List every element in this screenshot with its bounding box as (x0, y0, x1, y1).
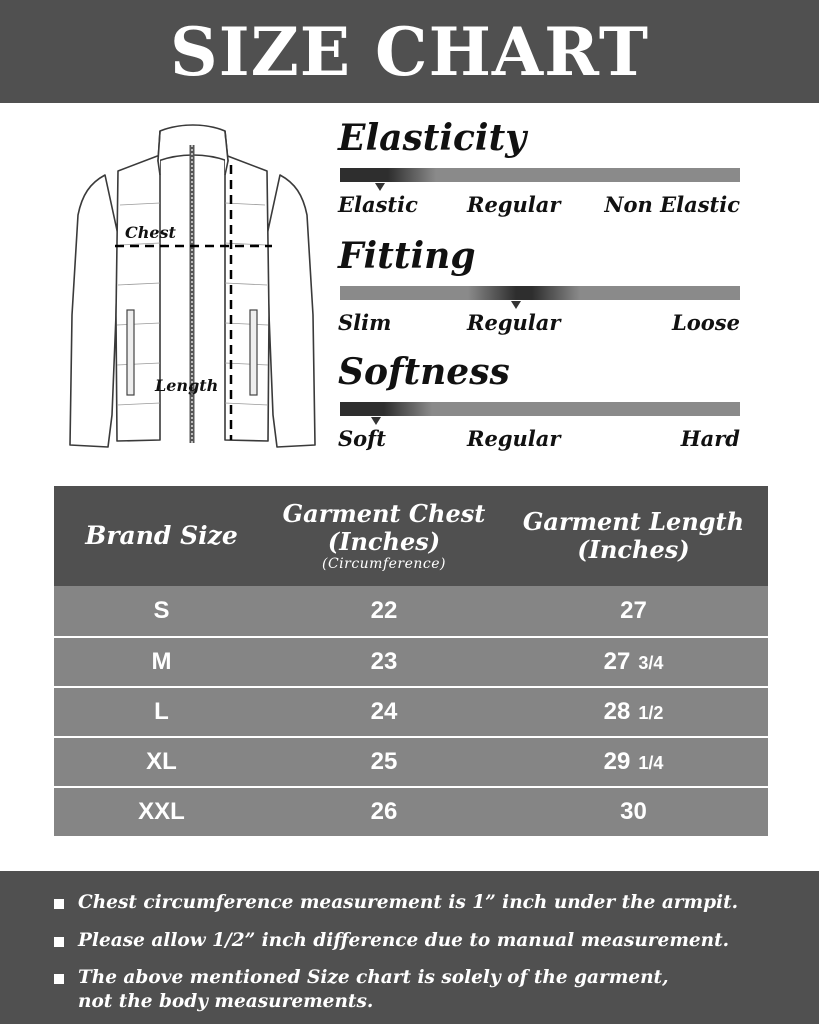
header-length-title: Garment Length (522, 507, 745, 537)
table-row (54, 786, 768, 836)
cell-length (499, 748, 768, 776)
cell-size: M (151, 648, 172, 675)
header-banner (0, 0, 819, 103)
note-text: Chest circumference measurement is 1” inch under the armpit. (78, 892, 739, 913)
cell-length-whole: 28 (603, 698, 631, 725)
attribute-scale-bar (340, 286, 740, 300)
cell-chest: 26 (370, 798, 398, 825)
bullet-square-icon (54, 974, 64, 984)
header-brand-size-label: Brand Size (85, 520, 238, 550)
note-text-line: The above mentioned Size chart is solely of the garment, (78, 967, 669, 988)
scale-label-mid: Regular (467, 426, 561, 451)
attribute-marker-icon (511, 301, 521, 309)
header-brand-size (54, 486, 269, 586)
bullet-square-icon (54, 899, 64, 909)
cell-length (499, 648, 768, 676)
scale-label-left: Soft (338, 426, 386, 451)
cell-length-fraction: 1/4 (638, 753, 664, 773)
chest-label: Chest (125, 223, 176, 242)
note-item (54, 966, 669, 1014)
jacket-illustration (60, 115, 325, 460)
cell-size: S (153, 597, 170, 624)
table-row (54, 636, 768, 686)
cell-length-whole: 30 (620, 798, 647, 825)
scale-label-mid: Regular (467, 192, 561, 217)
cell-size: XXL (138, 798, 185, 825)
cell-length-fraction: 1/2 (638, 703, 664, 723)
header-chest-note: (Circumference) (321, 555, 447, 572)
cell-chest: 22 (370, 597, 398, 624)
header-garment-chest (269, 486, 499, 586)
cell-length-whole: 27 (603, 648, 631, 675)
scale-label-left: Slim (338, 310, 392, 335)
attribute-scale-bar (340, 168, 740, 182)
table-row (54, 736, 768, 786)
note-text: Please allow 1/2” inch difference due to manual measurement. (78, 930, 730, 951)
note-item (54, 891, 738, 915)
note-text-line: not the body measurements. (78, 991, 374, 1012)
table-header (54, 486, 768, 586)
cell-length (499, 698, 768, 726)
note-text (78, 966, 669, 1014)
scale-label-right: Hard (680, 426, 740, 451)
cell-length (499, 597, 768, 625)
size-table (54, 486, 768, 836)
attribute-elasticity (338, 117, 740, 230)
bullet-square-icon (54, 937, 64, 947)
header-chest-unit: (Inches) (327, 526, 441, 556)
table-row (54, 686, 768, 736)
attribute-title: Fitting (338, 235, 476, 277)
cell-length-whole: 29 (603, 748, 631, 775)
header-garment-length (499, 486, 768, 586)
page-title: SIZE CHART (170, 12, 649, 91)
attribute-title: Elasticity (338, 117, 527, 159)
attribute-marker-icon (375, 183, 385, 191)
scale-label-left: Elastic (338, 192, 418, 217)
footer-notes (0, 871, 819, 1024)
attribute-marker-icon (371, 417, 381, 425)
attribute-fitting (338, 235, 740, 348)
scale-label-right: Loose (672, 310, 740, 335)
note-item (54, 929, 729, 953)
attribute-scale-bar (340, 402, 740, 416)
scale-label-mid: Regular (467, 310, 561, 335)
table-body (54, 586, 768, 836)
cell-chest: 24 (370, 698, 398, 725)
cell-size: XL (146, 748, 177, 775)
cell-chest: 25 (370, 748, 398, 775)
cell-chest: 23 (370, 648, 398, 675)
cell-size: L (154, 698, 169, 725)
table-row (54, 586, 768, 636)
header-length-unit: (Inches) (577, 535, 690, 564)
header-chest-title: Garment Chest (282, 499, 486, 529)
cell-length-whole: 27 (620, 597, 647, 624)
cell-length-fraction: 3/4 (638, 653, 664, 673)
length-label: Length (155, 376, 219, 395)
attribute-title: Softness (338, 351, 510, 393)
attribute-softness (338, 351, 740, 464)
scale-label-right: Non Elastic (604, 192, 740, 217)
cell-length (499, 798, 768, 826)
